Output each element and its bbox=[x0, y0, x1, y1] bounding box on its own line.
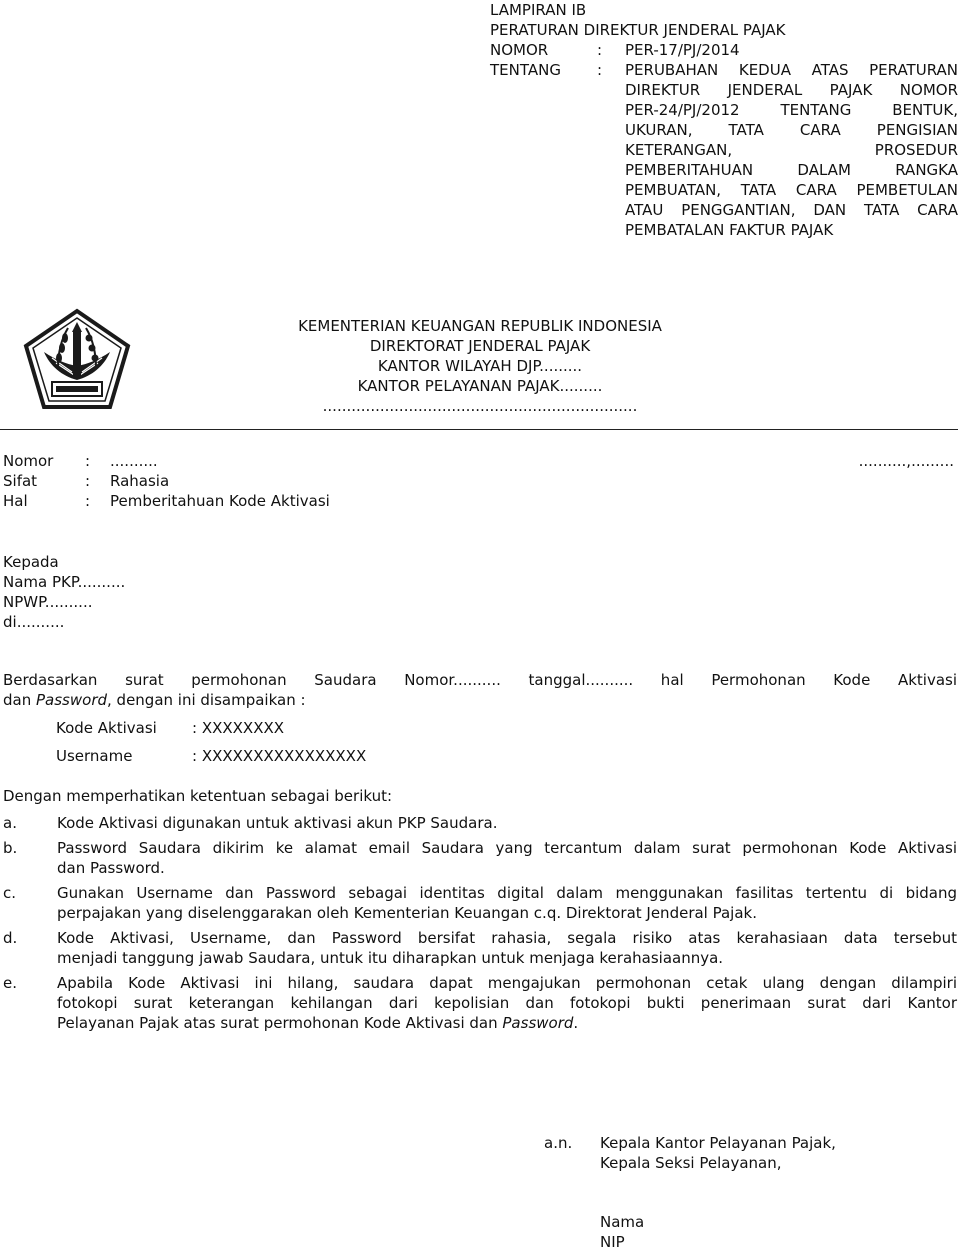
provisions-intro: Dengan memperhatikan ketentuan sebagai berikut: bbox=[3, 787, 393, 805]
sifat-label: Sifat bbox=[3, 472, 38, 490]
directorate-name: DIREKTORAT JENDERAL PAJAK bbox=[369, 337, 591, 355]
signatory-nip: NIP bbox=[600, 1233, 625, 1251]
colon: : bbox=[85, 452, 91, 470]
list-item: e. Apabila Kode Aktivasi ini hilang, saudara dapat mengajukan permohonan cetak ulang dengan dilampiri fotokopi surat keterangan kehilangan dari kepolisian dan fotokopi bukti penerimaan surat dari Kantor Pelayanan Pajak atas surat permohonan Kode Aktivasi dan Password. bbox=[3, 974, 957, 1032]
tentang-line: KETERANGAN, PROSEDUR bbox=[625, 141, 958, 159]
intro-paragraph-line1: Berdasarkan surat permohonan Saudara Nomor.......... tanggal.......... hal Permohonan Kode Aktivasi bbox=[3, 671, 957, 689]
nomor-label: Nomor bbox=[3, 452, 54, 470]
recipient-name: Nama PKP.......... bbox=[3, 573, 126, 591]
attachment-title: LAMPIRAN IB bbox=[490, 1, 587, 19]
colon: : bbox=[597, 41, 603, 59]
username-row bbox=[56, 746, 366, 766]
list-item: a. Kode Aktivasi digunakan untuk aktivasi akun PKP Saudara. bbox=[3, 814, 498, 832]
tentang-line: PEMBATALAN FAKTUR PAJAK bbox=[625, 221, 834, 239]
regulation-number-row bbox=[490, 40, 958, 60]
tentang-line: PEMBERITAHUAN DALAM RANGKA bbox=[625, 161, 958, 179]
regulation-title: PERATURAN DIREKTUR JENDERAL PAJAK bbox=[490, 21, 786, 39]
signatory-office: Kepala Kantor Pelayanan Pajak, bbox=[600, 1134, 836, 1152]
tax-service-office: KANTOR PELAYANAN PAJAK......... bbox=[357, 377, 603, 395]
tentang-line: DIREKTUR JENDERAL PAJAK NOMOR bbox=[625, 81, 958, 99]
nomor-value: PER-17/PJ/2014 bbox=[625, 41, 740, 59]
signatory-position: Kepala Seksi Pelayanan, bbox=[600, 1154, 782, 1172]
tentang-value bbox=[625, 60, 958, 240]
username-value: : XXXXXXXXXXXXXXXX bbox=[192, 747, 367, 765]
activation-code-row bbox=[56, 718, 284, 738]
office-address: .................................................................. bbox=[322, 397, 638, 415]
list-item: d. Kode Aktivasi, Username, dan Password bersifat rahasia, segala risiko atas kerahasiaan data tersebut menjadi tanggung jawab Saudara, untuk itu diharapkan untuk menjaga kerahasiaannya. bbox=[3, 929, 957, 967]
tentang-line: UKURAN, TATA CARA PENGISIAN bbox=[625, 121, 958, 139]
colon: : bbox=[597, 61, 603, 79]
regulation-subject-row bbox=[490, 60, 958, 240]
activation-code-label: Kode Aktivasi bbox=[56, 719, 157, 737]
list-item: c. Gunakan Username dan Password sebagai identitas digital dalam menggunakan fasilitas tertentu di bidang perpajakan yang diselenggarakan oleh Kementerian Keuangan c.q. Direktorat Jenderal Pajak. bbox=[3, 884, 957, 922]
sifat-value: Rahasia bbox=[110, 472, 170, 490]
signatory-name: Nama bbox=[600, 1213, 645, 1231]
recipient-npwp: NPWP.......... bbox=[3, 593, 93, 611]
tentang-line: PER-24/PJ/2012 TENTANG BENTUK, bbox=[625, 101, 958, 119]
username-label: Username bbox=[56, 747, 133, 765]
recipient-address: di.......... bbox=[3, 613, 65, 631]
tentang-line: ATAU PENGGANTIAN, DAN TATA CARA bbox=[625, 201, 958, 219]
place-date: ..........,......... bbox=[858, 452, 954, 470]
colon: : bbox=[85, 492, 91, 510]
nomor-value: .......... bbox=[110, 452, 158, 470]
letterhead-divider bbox=[0, 429, 958, 430]
nomor-label: NOMOR bbox=[490, 41, 549, 59]
recipient-kepada: Kepada bbox=[3, 553, 59, 571]
tentang-line: PERUBAHAN KEDUA ATAS PERATURAN bbox=[625, 61, 958, 79]
signature-block bbox=[544, 1133, 836, 1173]
tentang-label: TENTANG bbox=[490, 61, 561, 79]
letter-meta bbox=[3, 451, 330, 511]
list-item: b. Password Saudara dikirim ke alamat email Saudara yang tercantum dalam surat permohonan Kode Aktivasi dan Password. bbox=[3, 839, 957, 877]
activation-code-value: : XXXXXXXX bbox=[192, 719, 285, 737]
hal-label: Hal bbox=[3, 492, 28, 510]
ministry-of-finance-emblem-icon bbox=[22, 308, 132, 410]
regional-office: KANTOR WILAYAH DJP......... bbox=[377, 357, 583, 375]
colon: : bbox=[85, 472, 91, 490]
ministry-name: KEMENTERIAN KEUANGAN REPUBLIK INDONESIA bbox=[298, 317, 662, 335]
intro-paragraph-line2: dan Password, dengan ini disampaikan : bbox=[3, 691, 306, 709]
tentang-line: PEMBUATAN, TATA CARA PEMBETULAN bbox=[625, 181, 958, 199]
attachment-header bbox=[490, 0, 958, 240]
atas-nama: a.n. bbox=[544, 1134, 573, 1152]
hal-value: Pemberitahuan Kode Aktivasi bbox=[110, 492, 330, 510]
